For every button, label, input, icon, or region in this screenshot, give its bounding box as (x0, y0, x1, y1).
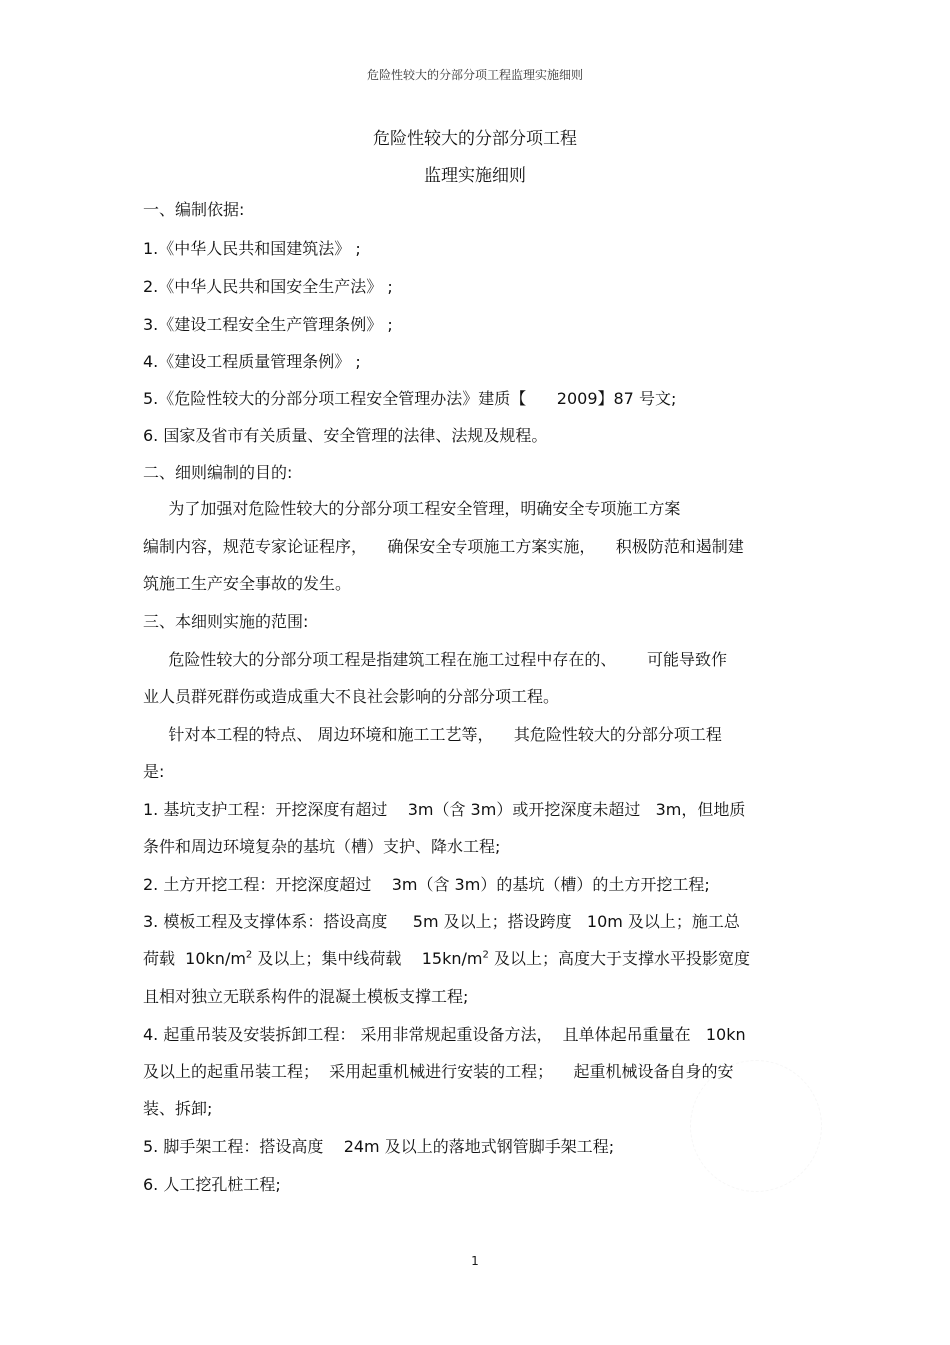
item3-text-c: 及以上；高度大于支撑水平投影宽度 (488, 949, 750, 968)
list-item: 1.《中华人民共和国建筑法》 ; (143, 239, 361, 258)
item3-text-a: 荷载 10kn/m (143, 949, 246, 968)
list-item: 3. 模板工程及支撑体系：搭设高度 5m 及以上；搭设跨度 10m 及以上；施工总 (143, 912, 740, 931)
list-item: 6. 国家及省市有关质量、安全管理的法律、法规及规程。 (143, 426, 548, 445)
section-heading: 三、本细则实施的范围: (143, 612, 309, 631)
paragraph-line: 为了加强对危险性较大的分部分项工程安全管理，明确安全专项施工方案 (143, 499, 681, 518)
list-item: 及以上的起重吊装工程； 采用起重机械进行安装的工程； 起重机械设备自身的安 (143, 1062, 734, 1081)
paragraph-line: 业人员群死群伤或造成重大不良社会影响的分部分项工程。 (143, 687, 560, 706)
paragraph-line: 筑施工生产安全事故的发生。 (143, 574, 352, 593)
list-item: 2.《中华人民共和国安全生产法》 ; (143, 277, 393, 296)
list-item: 装、拆卸; (143, 1099, 213, 1118)
document-subtitle: 监理实施细则 (424, 166, 526, 186)
section-heading: 一、编制依据: (143, 200, 245, 219)
superscript-2: 2 (245, 949, 253, 961)
document-title: 危险性较大的分部分项工程 (373, 129, 577, 149)
list-item: 4.《建设工程质量管理条例》 ; (143, 352, 361, 371)
paragraph-line: 针对本工程的特点、 周边环境和施工工艺等， 其危险性较大的分部分项工程 (143, 725, 722, 744)
list-item: 6. 人工挖孔桩工程; (143, 1175, 281, 1194)
list-item: 5.《危险性较大的分部分项工程安全管理办法》建质【 2009】87 号文; (143, 389, 677, 408)
paragraph-line: 危险性较大的分部分项工程是指建筑工程在施工过程中存在的、 可能导致作 (143, 650, 727, 669)
list-item: 5. 脚手架工程：搭设高度 24m 及以上的落地式钢管脚手架工程; (143, 1137, 615, 1156)
item3-text-b: 及以上；集中线荷载 15kn/m (252, 949, 483, 968)
paragraph-line: 是: (143, 762, 165, 781)
list-item: 4. 起重吊装及安装拆卸工程： 采用非常规起重设备方法， 且单体起吊重量在 10kn (143, 1025, 746, 1044)
list-item: 且相对独立无联系构件的混凝土模板支撑工程; (143, 987, 469, 1006)
paragraph-line: 编制内容，规范专家论证程序， 确保安全专项施工方案实施， 积极防范和遏制建 (143, 537, 744, 556)
list-item: 3.《建设工程安全生产管理条例》 ; (143, 315, 393, 334)
list-item (143, 949, 823, 969)
superscript-2: 2 (482, 949, 489, 961)
section-heading: 二、细则编制的目的: (143, 463, 293, 482)
list-item: 1. 基坑支护工程：开挖深度有超过 3m（含 3m）或开挖深度未超过 3m，但地质 (143, 800, 746, 819)
list-item: 2. 土方开挖工程：开挖深度超过 3m（含 3m）的基坑（槽）的土方开挖工程; (143, 875, 710, 894)
page-number: 1 (471, 1254, 479, 1268)
faint-watermark (690, 1060, 822, 1192)
list-item: 条件和周边环境复杂的基坑（槽）支护、降水工程; (143, 837, 501, 856)
running-header: 危险性较大的分部分项工程监理实施细则 (366, 68, 583, 82)
